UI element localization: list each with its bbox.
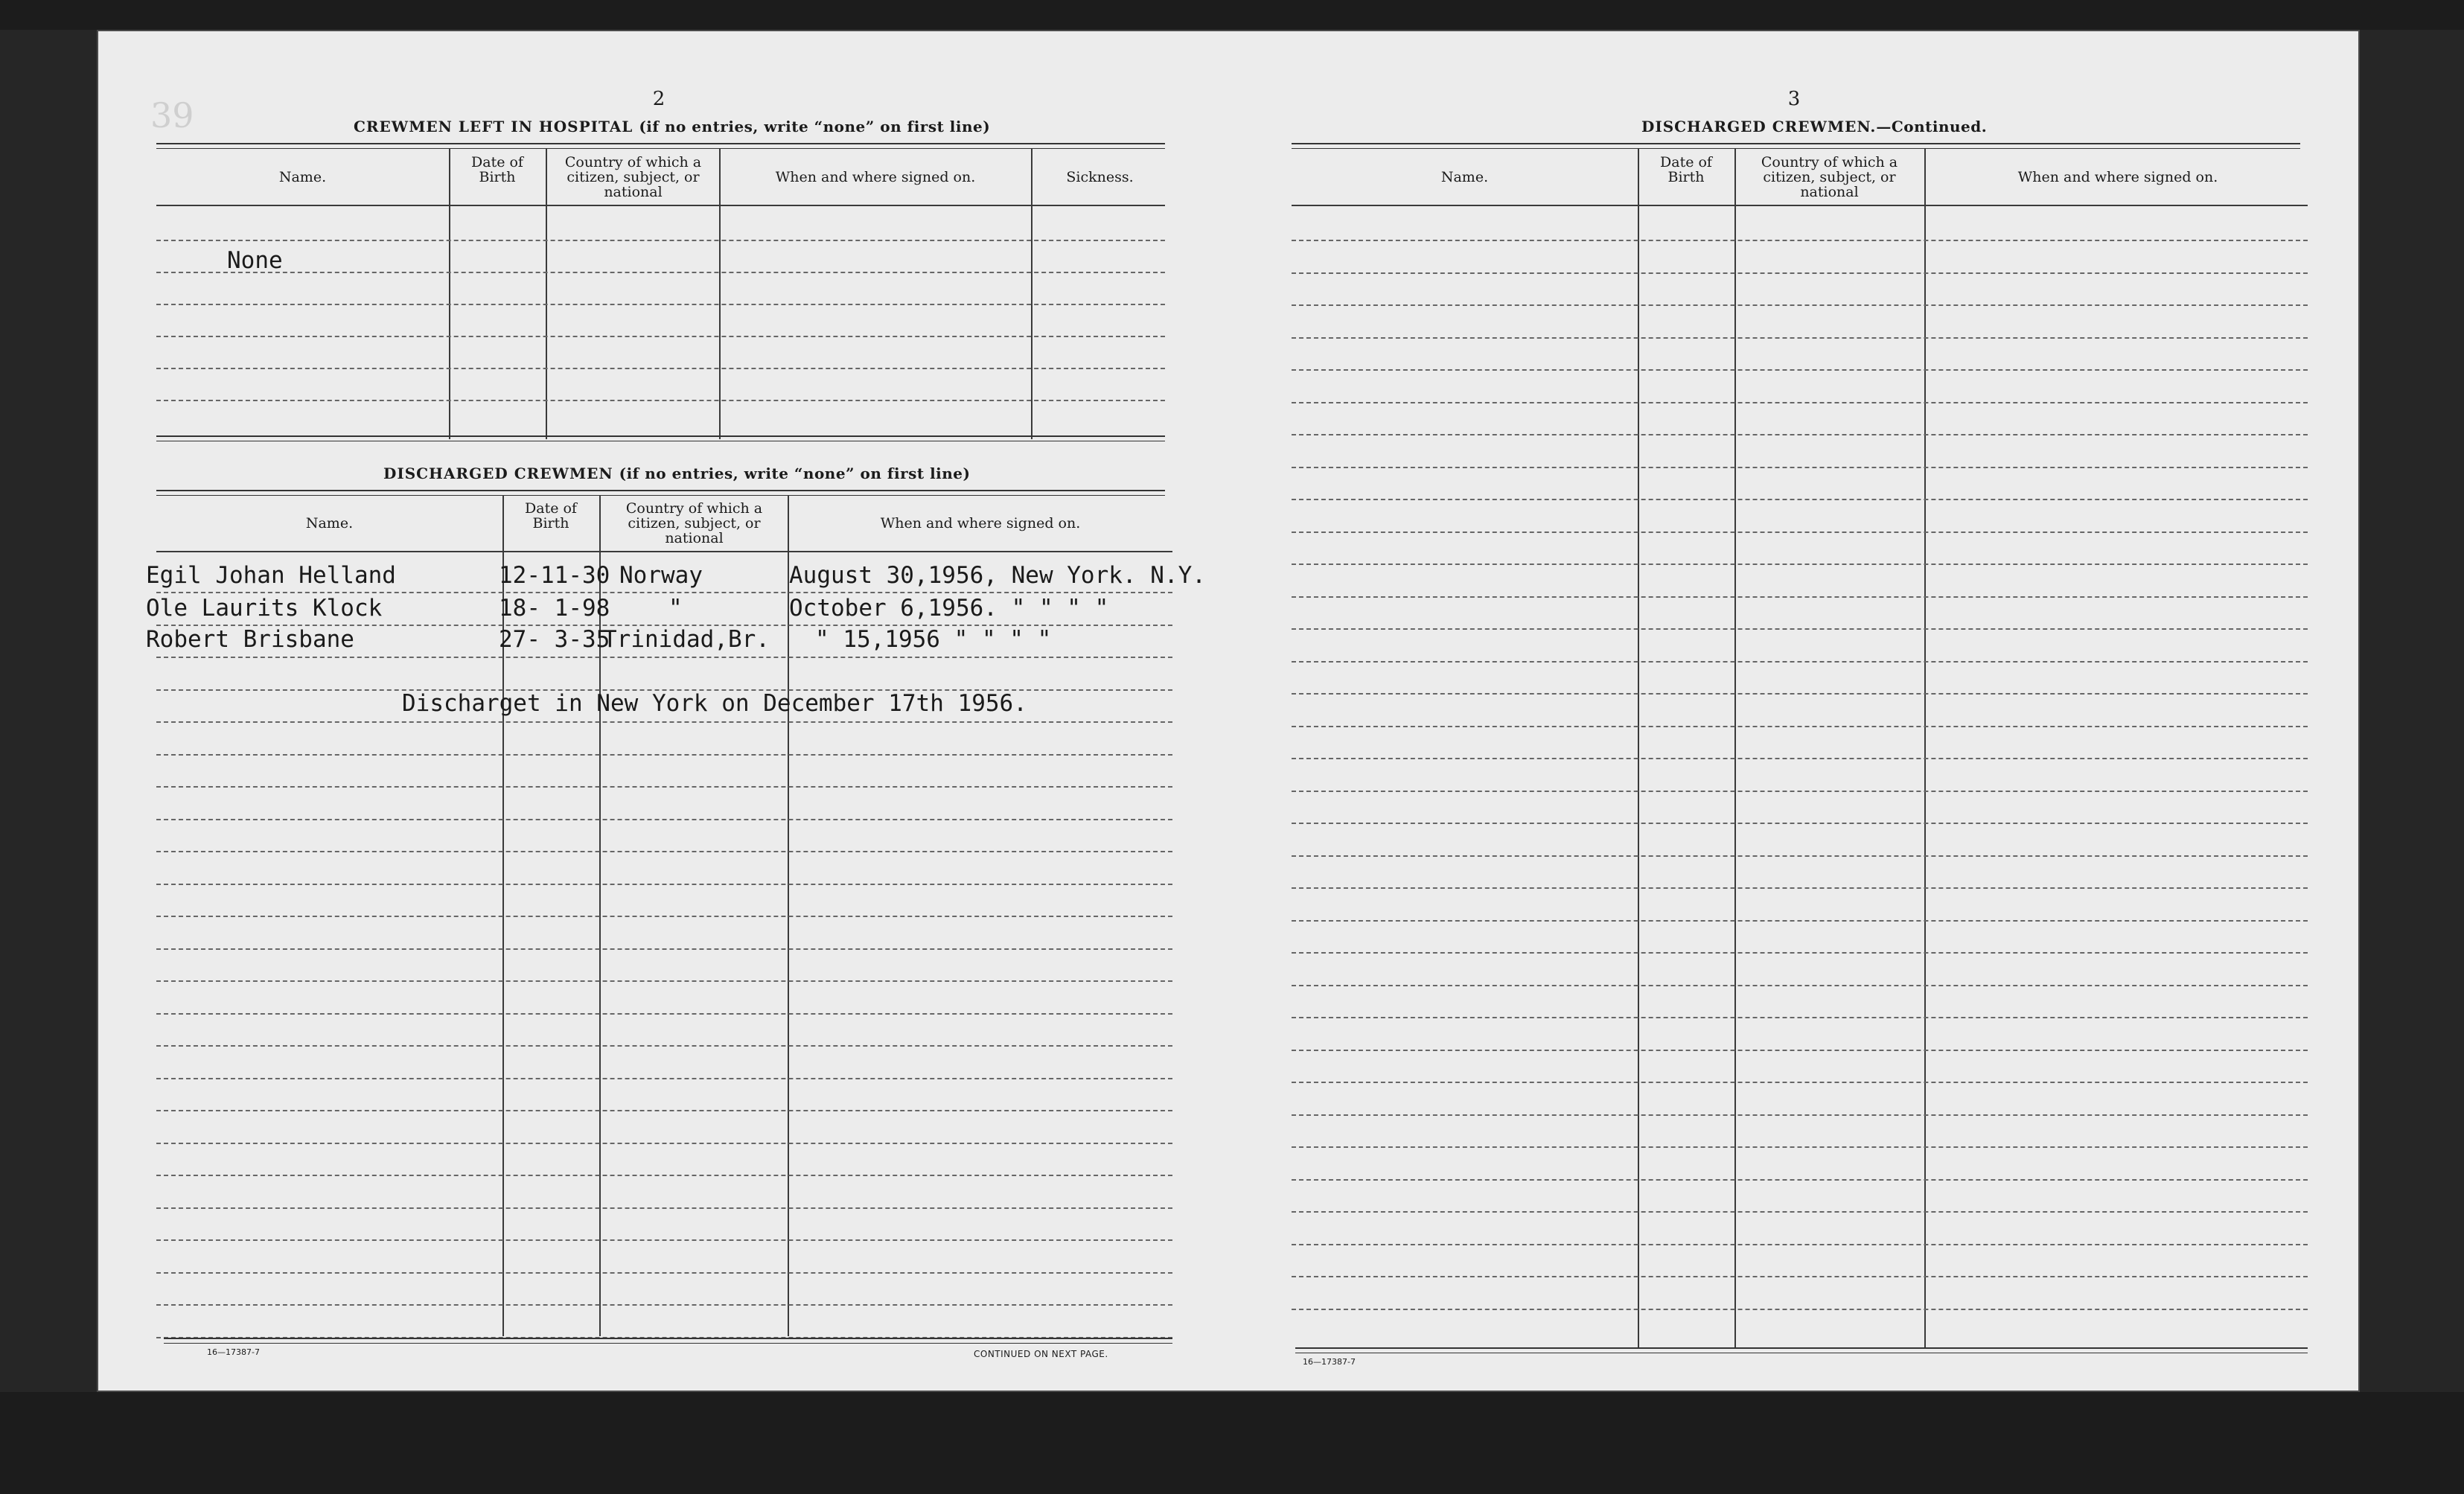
ruled-line: [156, 1078, 1172, 1079]
ruled-line: [1292, 304, 2308, 306]
continued-note: CONTINUED ON NEXT PAGE.: [974, 1349, 1108, 1359]
ruled-line: [156, 980, 1172, 982]
hospital-col-divider: [449, 149, 450, 439]
discharge-remark: Discharget in New York on December 17th 1956.: [402, 690, 1027, 717]
ruled-line: [156, 916, 1172, 917]
ruled-line: [156, 1143, 1172, 1144]
discharged-header-rule: [156, 551, 1172, 552]
continued-top-rule: [1292, 143, 2300, 149]
ruled-line: [1292, 791, 2308, 792]
continued-col-divider: [1638, 149, 1639, 1347]
continued-header-dob: Date of Birth: [1660, 154, 1712, 185]
ruled-line: [1292, 952, 2308, 954]
hospital-col-divider: [1031, 149, 1032, 439]
table-row-1-name: Egil Johan Helland: [146, 562, 396, 589]
ruled-line: [1292, 1114, 2308, 1116]
ruled-line: [1292, 369, 2308, 371]
ruled-line: [156, 721, 1172, 723]
hospital-header-dob: Date of Birth: [471, 154, 523, 185]
ruled-line: [1292, 596, 2308, 598]
ruled-line: [1292, 693, 2308, 695]
continued-header-rule: [1292, 205, 2308, 206]
continued-col-divider: [1734, 149, 1736, 1347]
ruled-line: [1292, 1309, 2308, 1310]
ruled-line: [1292, 499, 2308, 500]
ruled-line: [156, 948, 1172, 950]
film-border-bottom: [0, 1392, 2464, 1494]
left-page: [97, 30, 1228, 1392]
ruled-line: [156, 1304, 1172, 1306]
table-row-1-country: Norway: [619, 562, 703, 589]
hospital-table: [156, 149, 1165, 439]
hospital-bottom-rule: [156, 435, 1165, 441]
ruled-line: [156, 1175, 1172, 1176]
hospital-header-signed: When and where signed on.: [775, 169, 976, 185]
ruled-line: [1292, 1050, 2308, 1051]
ruled-line: [1292, 985, 2308, 986]
hospital-entry-line: [156, 336, 1165, 337]
table-row-2-dob: 18- 1-98: [499, 595, 610, 622]
ruled-line: [1292, 758, 2308, 759]
film-border-top: [0, 0, 2464, 30]
ruled-line: [156, 657, 1172, 658]
hospital-entry-line: [156, 304, 1165, 305]
ruled-line: [1292, 531, 2308, 533]
table-row-2-name: Ole Laurits Klock: [146, 595, 383, 622]
hospital-entry-line: [156, 272, 1165, 273]
continued-title-text: DISCHARGED CREWMEN.: [1641, 118, 1877, 135]
hospital-top-rule: [156, 143, 1165, 149]
ruled-line: [1292, 823, 2308, 824]
ruled-line: [156, 1239, 1172, 1241]
ruled-line: [1292, 337, 2308, 339]
discharged-header-name: Name.: [305, 515, 354, 531]
discharged-title-text: DISCHARGED CREWMEN: [383, 465, 613, 482]
right-page: [1228, 30, 2360, 1392]
ruled-line: [1292, 240, 2308, 241]
ruled-line: [1292, 1244, 2308, 1245]
continued-bottom-rule: [1295, 1347, 2308, 1353]
ruled-line: [156, 754, 1172, 756]
ruled-line: [1292, 1276, 2308, 1277]
discharged-header-signed: When and where signed on.: [880, 515, 1081, 531]
ruled-line: [1292, 887, 2308, 889]
ruled-line: [156, 1110, 1172, 1111]
continued-section-title: [1641, 118, 1987, 135]
ruled-line: [156, 786, 1172, 788]
ruled-line: [1292, 628, 2308, 630]
table-row-3-name: Robert Brisbane: [146, 626, 354, 653]
table-row-3-signed: " 15,1956 " " " ": [815, 626, 1052, 653]
table-row-1-dob: 12-11-30: [499, 562, 610, 589]
hospital-entry-line: [156, 400, 1165, 401]
hospital-col-divider: [719, 149, 721, 439]
discharged-title-note: (if no entries, write “none” on first line): [619, 465, 971, 482]
discharged-section-title: [383, 465, 971, 482]
table-row-3-country: Trinidad,Br.: [603, 626, 770, 653]
hospital-header-country: Country of which a citizen, subject, or national: [564, 154, 702, 200]
hospital-title-text: CREWMEN LEFT IN HOSPITAL: [354, 118, 633, 135]
ruled-line: [156, 884, 1172, 885]
hospital-entry-line: [156, 368, 1165, 369]
table-row-1-signed: August 30,1956, New York. N.Y.: [789, 562, 1206, 589]
continued-title-suffix: —Continued.: [1876, 118, 1988, 135]
discharged-table: [146, 495, 1206, 1336]
hospital-col-divider: [546, 149, 547, 439]
table-row-2-signed: October 6,1956. " " " ": [789, 595, 1109, 622]
ruled-line: [156, 851, 1172, 852]
page-number: 3: [1787, 88, 1801, 110]
hospital-section-title: [354, 118, 990, 135]
ruled-line: [1292, 661, 2308, 663]
hospital-header-sickness: Sickness.: [1066, 169, 1134, 185]
ruled-line: [1292, 1082, 2308, 1083]
form-number: 16—17387-7: [1303, 1357, 1356, 1367]
ruled-line: [1292, 272, 2308, 274]
continued-header-name: Name.: [1440, 169, 1489, 185]
page-number: 2: [652, 88, 666, 110]
continued-header-signed: When and where signed on.: [2017, 169, 2218, 185]
discharged-bottom-rule: [164, 1338, 1172, 1344]
hospital-header-name: Name.: [278, 169, 327, 185]
ruled-line: [156, 819, 1172, 820]
continued-header-country: Country of which a citizen, subject, or national: [1761, 154, 1898, 200]
ruled-line: [1292, 434, 2308, 435]
ruled-line: [156, 592, 1172, 593]
ruled-line: [156, 1013, 1172, 1015]
ruled-line: [1292, 855, 2308, 857]
corner-mark: 39: [150, 95, 194, 135]
ruled-line: [1292, 726, 2308, 727]
ruled-line: [1292, 1146, 2308, 1148]
table-row-3-dob: 27- 3-35: [499, 626, 610, 653]
continued-table: [1292, 149, 2308, 1347]
ruled-line: [1292, 467, 2308, 468]
ruled-line: [1292, 920, 2308, 922]
ruled-line: [1292, 402, 2308, 403]
ruled-line: [1292, 564, 2308, 565]
hospital-entry-none: None: [227, 247, 283, 274]
ruled-line: [156, 1272, 1172, 1274]
ruled-line: [1292, 1179, 2308, 1181]
ruled-line: [156, 1207, 1172, 1209]
continued-col-divider: [1924, 149, 1926, 1347]
hospital-header-rule: [156, 205, 1165, 206]
hospital-title-note: (if no entries, write “none” on first line): [639, 118, 991, 135]
ruled-line: [1292, 1211, 2308, 1213]
ruled-line: [156, 1045, 1172, 1047]
discharged-header-dob: Date of Birth: [525, 500, 577, 531]
discharged-header-country: Country of which a citizen, subject, or national: [625, 500, 763, 546]
table-row-2-country: ": [668, 595, 683, 622]
form-number: 16—17387-7: [207, 1347, 260, 1357]
ledger-sheet: [97, 30, 2360, 1392]
ruled-line: [1292, 1017, 2308, 1018]
hospital-entry-line: [156, 240, 1165, 241]
